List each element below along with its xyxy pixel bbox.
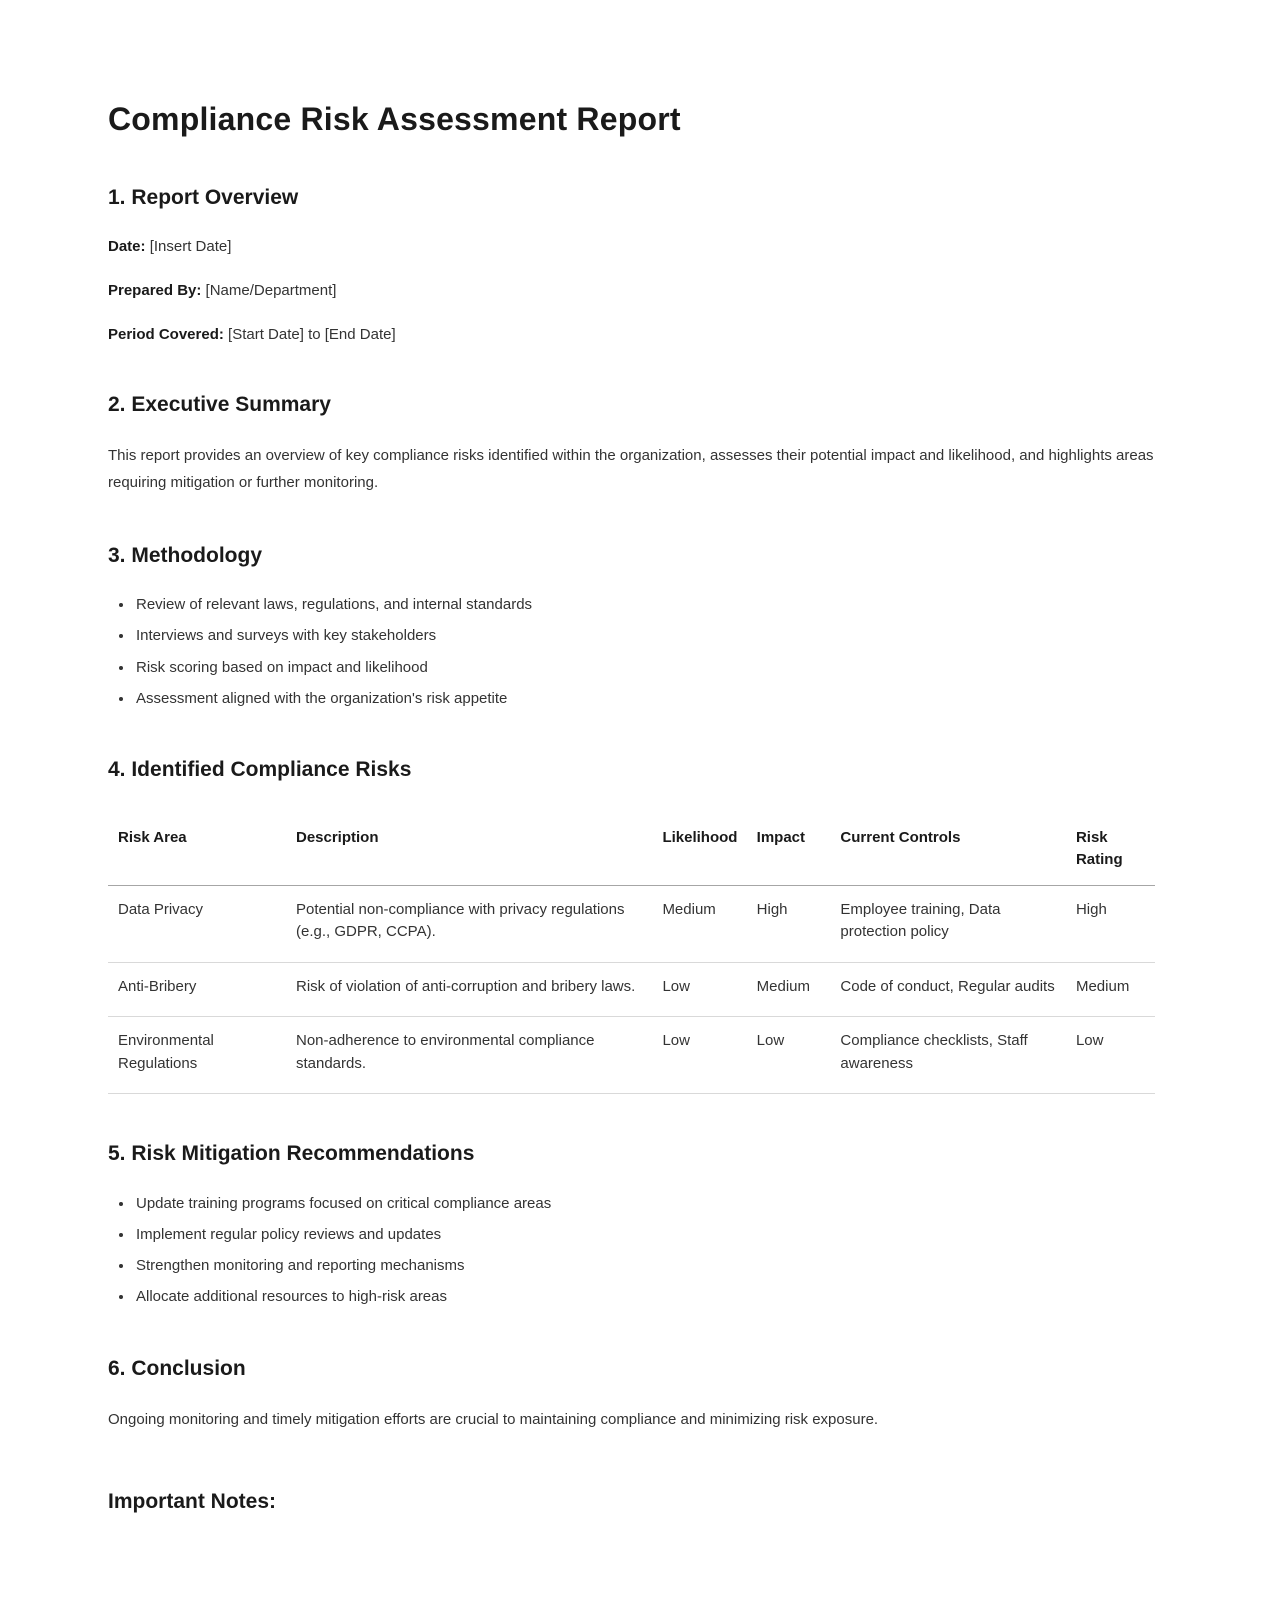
methodology-list	[108, 593, 1155, 710]
table-header-row	[108, 815, 1155, 885]
cell-description: Non-adherence to environmental compliance standards.	[286, 1017, 652, 1094]
methodology-heading: 3. Methodology	[108, 543, 262, 567]
field-prepared-by-label: Prepared By:	[108, 281, 202, 299]
column-header-impact: Impact	[747, 815, 831, 885]
table-row	[108, 962, 1155, 1017]
list-item: • Implement regular policy reviews and updates	[134, 1223, 1155, 1246]
list-item: • Interviews and surveys with key stakeholders	[134, 624, 1155, 647]
cell-risk-area: Environmental Regulations	[108, 1017, 286, 1094]
list-item: • Allocate additional resources to high-risk areas	[134, 1285, 1155, 1308]
column-header-risk-area: Risk Area	[108, 815, 286, 885]
section-recommendations	[108, 1141, 1155, 1308]
column-header-risk-rating: Risk Rating	[1066, 815, 1155, 885]
cell-likelihood: Medium	[652, 885, 746, 962]
cell-likelihood: Low	[652, 962, 746, 1017]
recommendations-heading: 5. Risk Mitigation Recommendations	[108, 1142, 475, 1166]
table-row	[108, 1017, 1155, 1094]
report-overview-heading: 1. Report Overview	[108, 186, 299, 210]
list-item: • Strengthen monitoring and reporting mechanisms	[134, 1254, 1155, 1277]
cell-current-controls: Code of conduct, Regular audits	[830, 962, 1066, 1017]
field-period-covered-value: [Start Date] to [End Date]	[228, 325, 396, 343]
section-report-overview	[108, 185, 1155, 344]
cell-impact: Low	[747, 1017, 831, 1094]
important-notes-heading: Important Notes:	[108, 1489, 276, 1513]
cell-current-controls: Employee training, Data protection policy	[830, 885, 1066, 962]
cell-risk-area: Anti-Bribery	[108, 962, 286, 1017]
field-prepared-by	[108, 280, 1155, 301]
compliance-risks-table	[108, 815, 1155, 1094]
cell-risk-rating: High	[1066, 885, 1155, 962]
column-header-description: Description	[286, 815, 652, 885]
conclusion-body: Ongoing monitoring and timely mitigation efforts are crucial to maintaining compliance and minimizing risk exposure.	[108, 1410, 879, 1428]
executive-summary-heading: 2. Executive Summary	[108, 392, 331, 416]
list-item: • Risk scoring based on impact and likelihood	[134, 656, 1155, 679]
field-date-value: [Insert Date]	[149, 237, 232, 255]
field-date	[108, 236, 1155, 257]
section-identified-risks	[108, 757, 1155, 1094]
field-prepared-by-value: [Name/Department]	[205, 281, 337, 299]
cell-risk-rating: Medium	[1066, 962, 1155, 1017]
field-period-covered	[108, 324, 1155, 345]
cell-impact: High	[747, 885, 831, 962]
cell-description: Risk of violation of anti-corruption and bribery laws.	[286, 962, 652, 1017]
identified-risks-heading: 4. Identified Compliance Risks	[108, 758, 412, 782]
table-row	[108, 885, 1155, 962]
field-period-covered-label: Period Covered:	[108, 325, 224, 343]
cell-likelihood: Low	[652, 1017, 746, 1094]
column-header-current-controls: Current Controls	[830, 815, 1066, 885]
recommendations-list	[108, 1192, 1155, 1309]
section-methodology	[108, 543, 1155, 710]
column-header-likelihood: Likelihood	[652, 815, 746, 885]
list-item: • Update training programs focused on critical compliance areas	[134, 1192, 1155, 1215]
conclusion-heading: 6. Conclusion	[108, 1356, 246, 1380]
cell-description: Potential non-compliance with privacy regulations (e.g., GDPR, CCPA).	[286, 885, 652, 962]
cell-impact: Medium	[747, 962, 831, 1017]
field-date-label: Date:	[108, 237, 146, 255]
cell-risk-area: Data Privacy	[108, 885, 286, 962]
list-item: • Review of relevant laws, regulations, and internal standards	[134, 593, 1155, 616]
section-conclusion	[108, 1356, 1155, 1433]
page-title: Compliance Risk Assessment Report	[108, 101, 681, 137]
cell-risk-rating: Low	[1066, 1017, 1155, 1094]
section-executive-summary	[108, 392, 1155, 496]
executive-summary-body: This report provides an overview of key compliance risks identified within the organization, assesses their potential impact and likelihood, and highlights areas requiring mitigation or further monitoring.	[108, 446, 1154, 491]
list-item: • Assessment aligned with the organization's risk appetite	[134, 687, 1155, 710]
cell-current-controls: Compliance checklists, Staff awareness	[830, 1017, 1066, 1094]
